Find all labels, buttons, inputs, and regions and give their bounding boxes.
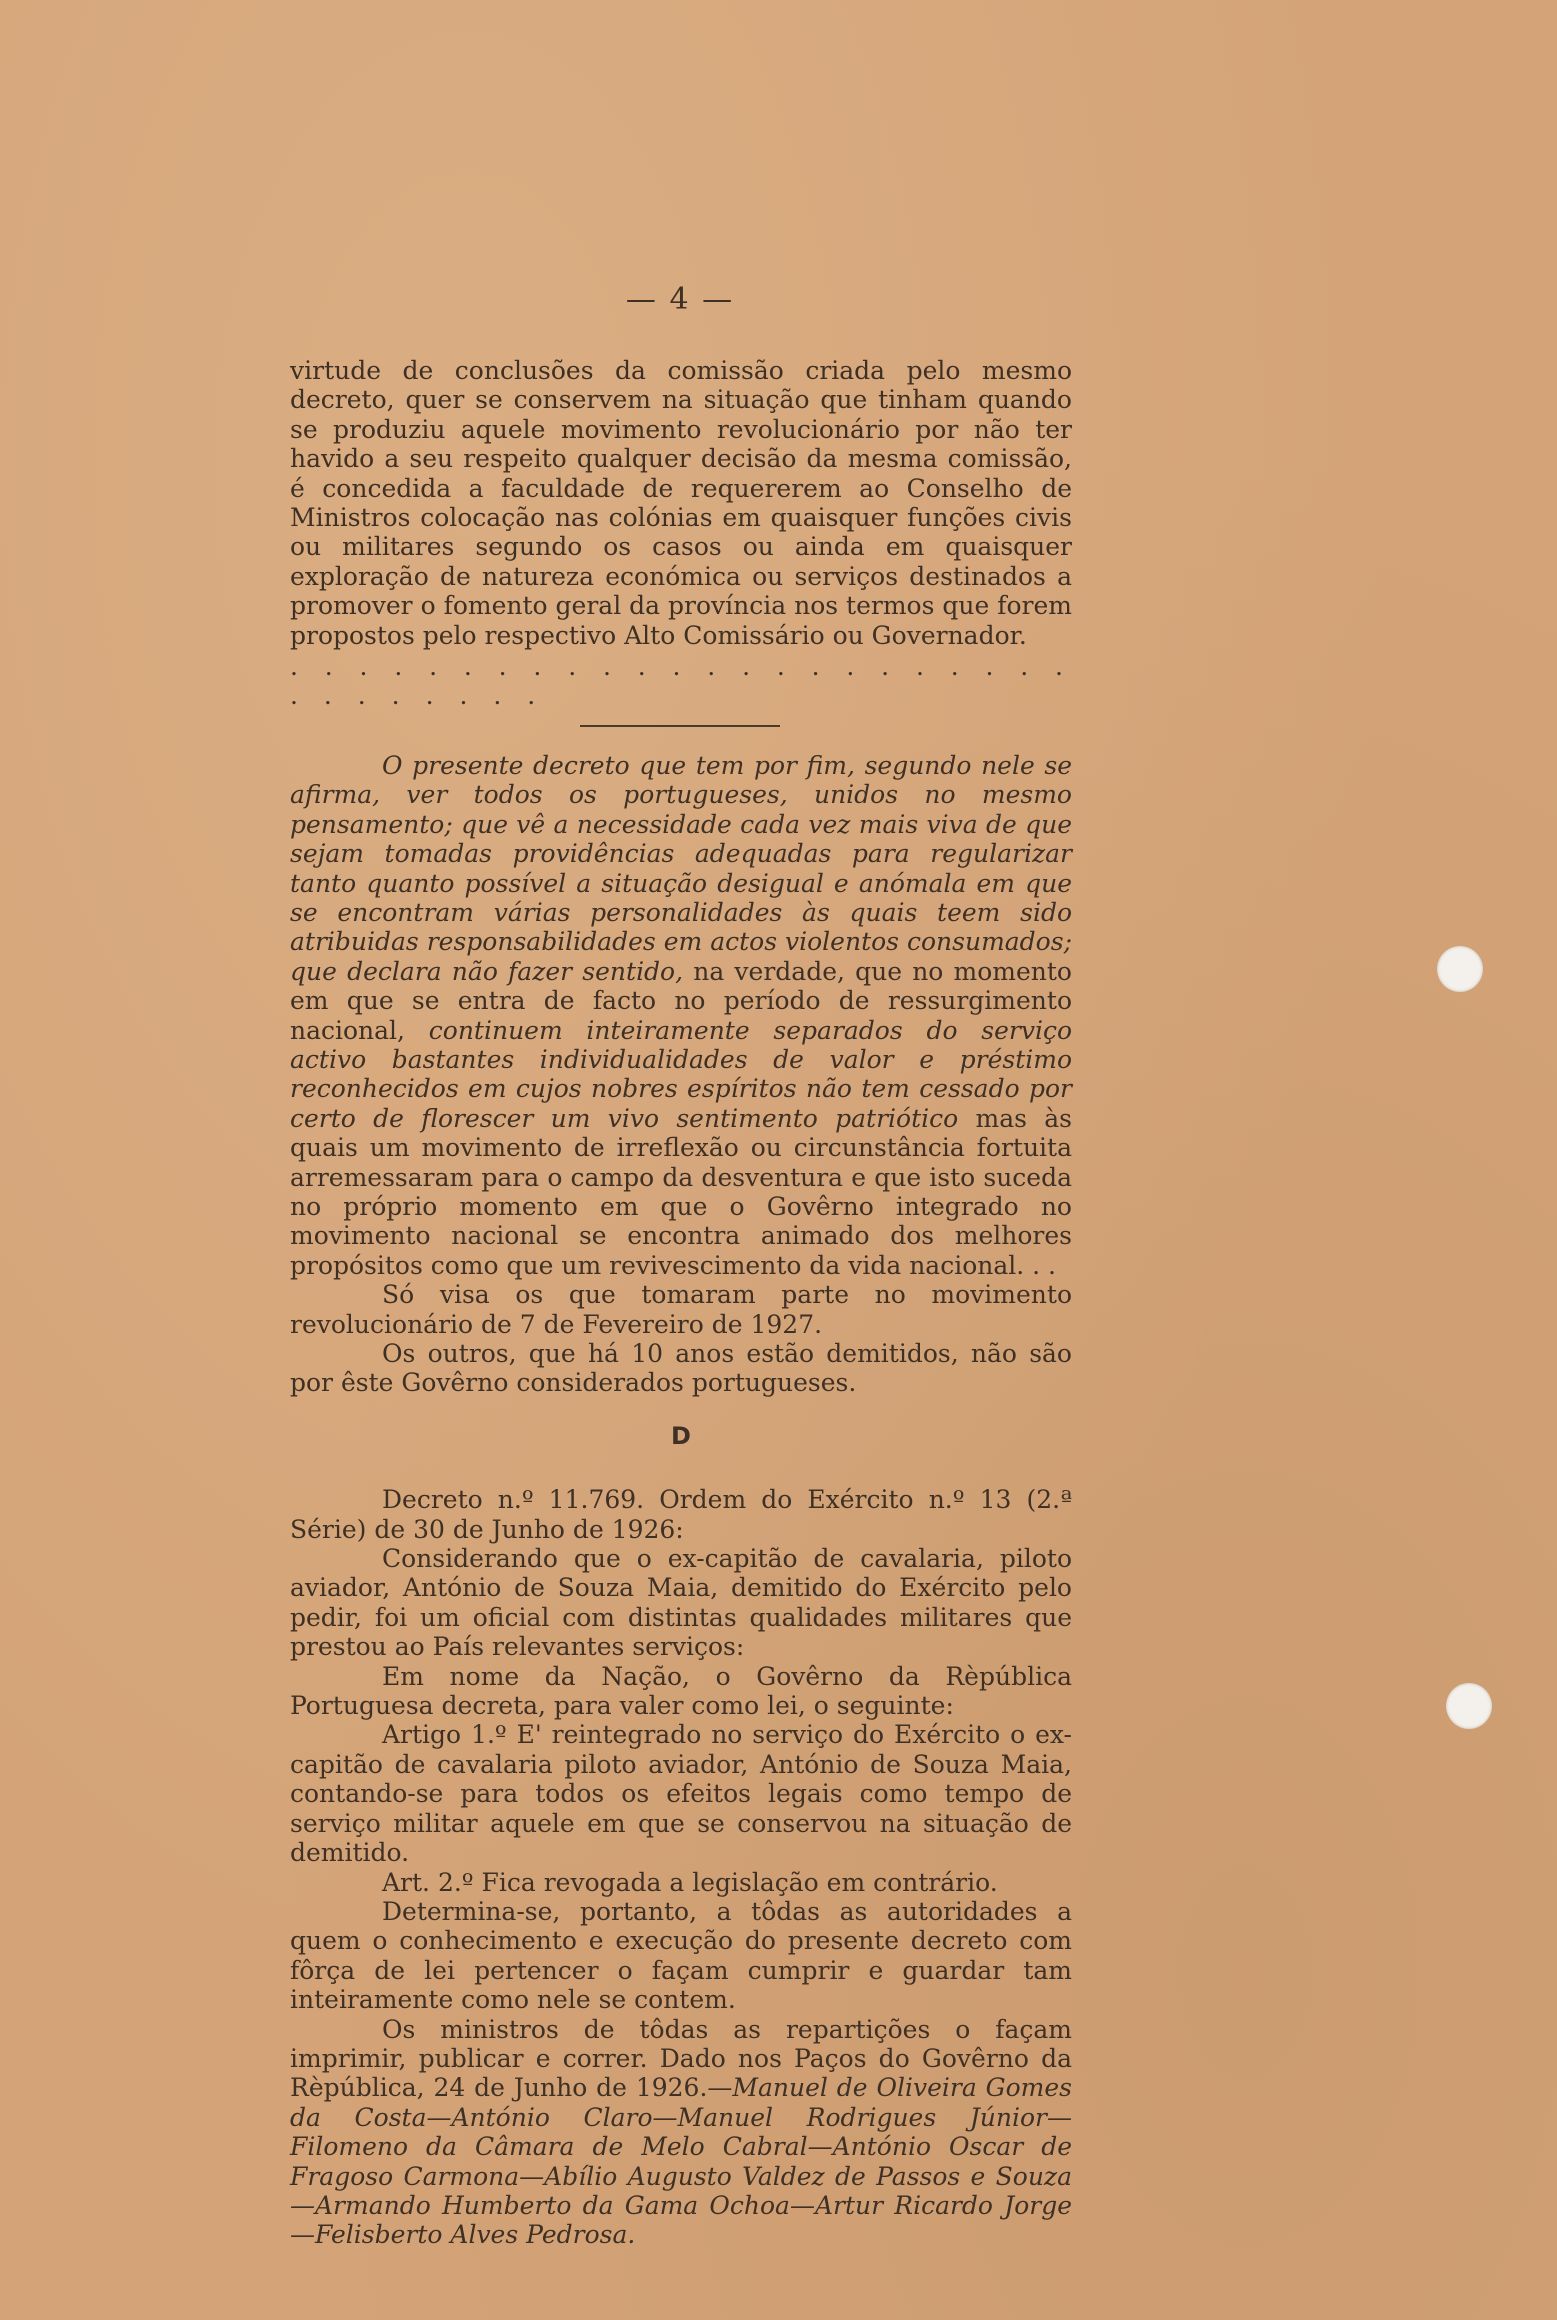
punch-hole-top	[1437, 946, 1483, 992]
decree-considering: Considerando que o ex-capitão de cavalaria, piloto aviador, António de Souza Maia, demitido do Exército pelo pedir, foi um oficial com distintas qualidades militares que prestou ao País relevantes serviços:	[290, 1544, 1072, 1662]
section-letter: D	[671, 1421, 691, 1450]
commentary-paragraph-2: Só visa os que tomaram parte no movimento revolucionário de 7 de Fevereiro de 1927.	[290, 1280, 1072, 1339]
body-text	[290, 356, 1072, 2250]
commentary-roman-2: mas às quais um movimento de irreflexão ou circunstância fortuita arremessaram para o campo da desventura e que isto suceda no próprio momento em que o Govêrno integrado no movimento nacional se encontra animado dos melhores propósitos como que um revivescimento da vida nacional. . .	[290, 1103, 1072, 1280]
ellipsis-dots: . . . . . . . . . . . . . . . . . . . . . . . . . . . . . . .	[290, 652, 1072, 711]
commentary-paragraph-3: Os outros, que há 10 anos estão demitidos, não são por êste Govêrno considerados portugueses.	[290, 1339, 1072, 1398]
decree-article-1: Artigo 1.º E' reintegrado no serviço do Exército o ex-capitão de cavalaria piloto aviador, António de Souza Maia, contando-se para todos os efeitos legais como tempo de serviço militar aquele em que se conservou na situação de demitido.	[290, 1720, 1072, 1868]
punch-hole-bottom	[1446, 1683, 1492, 1729]
paragraph-decree-continuation: virtude de conclusões da comissão criada pelo mesmo decreto, quer se conservem na situação que tinham quando se produziu aquele movimento revolucionário por não ter havido a seu respeito qualquer decisão da mesma comissão, é concedida a faculdade de requererem ao Conselho de Ministros colocação nas colónias em quaisquer funções civis ou militares segundo os casos ou ainda em quaisquer exploração de natureza económica ou serviços destinados a promover o fomento geral da província nos termos que forem propostos pelo respectivo Alto Comissário ou Governador.	[290, 356, 1072, 650]
commentary-roman-1: na verdade, que no momento em que se entra de facto no período de ressurgimento nacional,	[290, 956, 1072, 1045]
decree-closing-text: Os ministros de tôdas as repartições o façam imprimir, publicar e correr. Dado nos Paços do Govêrno da Rèpública, 24 de Junho de 1926.—	[290, 2014, 1072, 2103]
decree-closing	[290, 2015, 1072, 2250]
commentary-italic-2: continuem inteiramente separados do serviço activo bastantes individualidades de valor e préstimo reconhecidos em cujos nobres espíritos não tem cessado por certo de florescer um vivo sentimento patriótico	[290, 1015, 1072, 1133]
decree-header: Decreto n.º 11.769. Ordem do Exército n.º 13 (2.ª Série) de 30 de Junho de 1926:	[290, 1485, 1072, 1544]
commentary-italic-1: O presente decreto que tem por fim, segundo nele se afirma, ver todos os portugueses, unidos no mesmo pensamento; que vê a necessidade cada vez mais viva de que sejam tomadas providências adequadas para regularizar tanto quanto possível a situação desigual e anómala em que se encontram várias personalidades às quais teem sido atribuidas responsabilidades em actos violentos consumados; que declara não fazer sentido,	[290, 750, 1072, 986]
decree-article-2: Art. 2.º Fica revogada a legislação em contrário.	[382, 1867, 998, 1897]
divider-rule	[580, 725, 780, 727]
commentary-paragraph	[290, 751, 1072, 1280]
decree-determine: Determina-se, portanto, a tôdas as autoridades a quem o conhecimento e execução do presente decreto com fôrça de lei pertencer o façam cumprir e guardar tam inteiramente como nele se contem.	[290, 1896, 1072, 2015]
page-number: — 4 —	[625, 282, 735, 317]
decree-signatories: Manuel de Oliveira Gomes da Costa—António Claro—Manuel Rodrigues Júnior—Filomeno da Câmara de Melo Cabral—António Oscar de Fragoso Carmona—Abílio Augusto Valdez de Passos e Souza—Armando Humberto da Gama Ochoa—Artur Ricardo Jorge—Felisberto Alves Pedrosa.	[290, 2073, 1072, 2250]
decree-in-name: Em nome da Nação, o Govêrno da Rèpública Portuguesa decreta, para valer como lei, o seguinte:	[290, 1661, 1072, 1721]
